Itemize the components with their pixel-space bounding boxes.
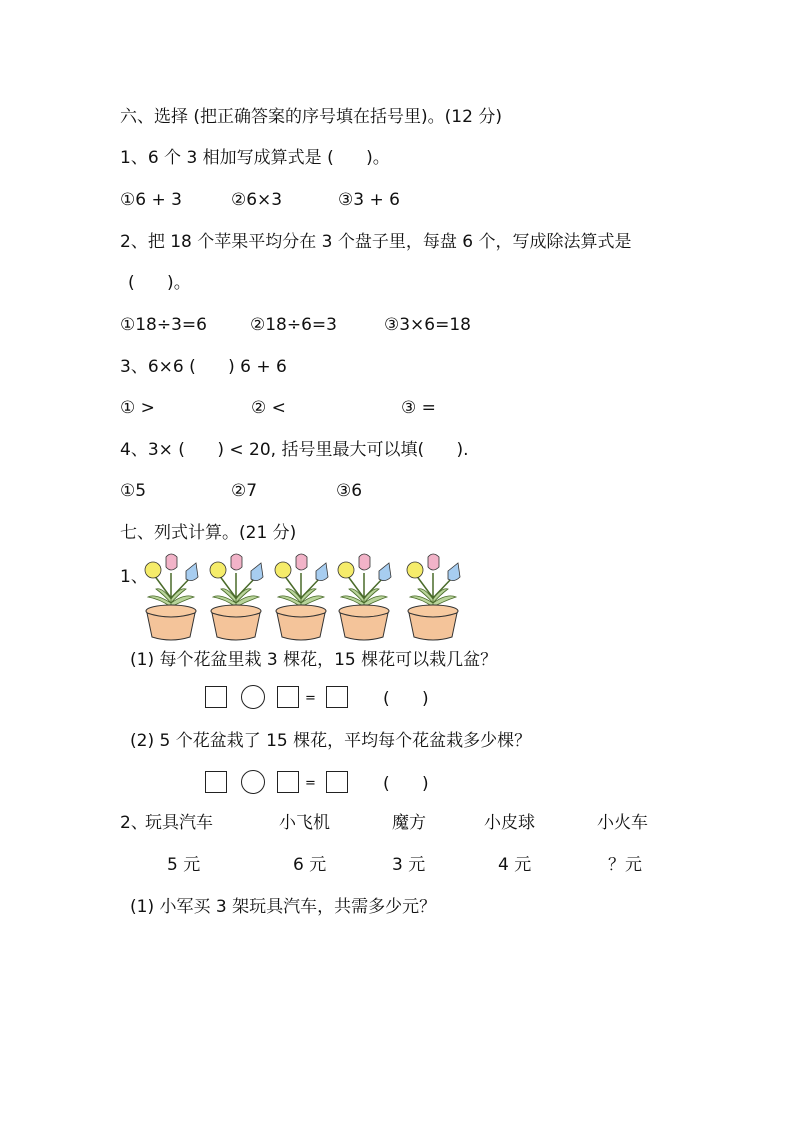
item-name: 小火车	[597, 813, 648, 833]
section-7-title: 七、列式计算。(21 分)	[120, 523, 297, 543]
s7-q2-label: 2、	[120, 813, 148, 833]
operator-circle[interactable]	[241, 685, 265, 709]
q2-option-2: ②18÷6=3	[250, 315, 337, 335]
item-name: 小皮球	[484, 813, 535, 833]
unit-blank[interactable]: ( )	[383, 689, 429, 709]
section-6-title: 六、选择 (把正确答案的序号填在括号里)。(12 分)	[120, 107, 502, 127]
unit-blank[interactable]: ( )	[383, 774, 429, 794]
s7-q2-sub1: (1) 小军买 3 架玩具汽车，共需多少元？	[130, 897, 437, 917]
item-price: ？元	[608, 855, 642, 875]
operator-circle[interactable]	[241, 770, 265, 794]
flowerpot-image	[333, 553, 395, 641]
item-name: 魔方	[392, 813, 426, 833]
q4-option-3: ③6	[336, 481, 363, 501]
q2-text-cont: ( )。	[128, 273, 191, 293]
item-price: 6 元	[293, 855, 327, 875]
equals-sign: =	[305, 691, 316, 706]
q1-text: 1、6 个 3 相加写成算式是 ( )。	[120, 148, 390, 168]
q4-option-1: ①5	[120, 481, 147, 501]
flowerpot-image	[205, 553, 267, 641]
answer-box[interactable]	[326, 771, 348, 793]
q1-option-2: ②6×3	[231, 190, 283, 210]
flowerpot-image	[402, 553, 464, 641]
s7-q1-label: 1、	[120, 567, 148, 587]
item-name: 玩具汽车	[145, 813, 213, 833]
q1-option-3: ③3 + 6	[338, 190, 400, 210]
q2-option-1: ①18÷3=6	[120, 315, 207, 335]
q3-option-2: ② <	[251, 398, 286, 418]
q4-text: 4、3× ( ) < 20, 括号里最大可以填( ).	[120, 440, 469, 460]
s7-q1-sub1: (1) 每个花盆里栽 3 棵花，15 棵花可以栽几盆？	[130, 650, 498, 670]
s7-q1-sub2: (2) 5 个花盆栽了 15 棵花，平均每个花盆栽多少棵？	[130, 731, 532, 751]
answer-box[interactable]	[277, 686, 299, 708]
item-price: 5 元	[167, 855, 201, 875]
flowerpot-image	[270, 553, 332, 641]
q3-option-1: ① >	[120, 398, 155, 418]
q2-text: 2、把 18 个苹果平均分在 3 个盘子里，每盘 6 个，写成除法算式是	[120, 232, 632, 252]
q4-option-2: ②7	[231, 481, 258, 501]
equals-sign: =	[305, 776, 316, 791]
item-name: 小飞机	[279, 813, 330, 833]
q2-option-3: ③3×6=18	[384, 315, 471, 335]
answer-box[interactable]	[205, 686, 227, 708]
answer-box[interactable]	[326, 686, 348, 708]
answer-box[interactable]	[277, 771, 299, 793]
item-price: 4 元	[498, 855, 532, 875]
q3-option-3: ③ =	[401, 398, 436, 418]
item-price: 3 元	[392, 855, 426, 875]
answer-box[interactable]	[205, 771, 227, 793]
q3-text: 3、6×6 ( ) 6 + 6	[120, 357, 287, 377]
q1-option-1: ①6 + 3	[120, 190, 182, 210]
flowerpot-image	[140, 553, 202, 641]
